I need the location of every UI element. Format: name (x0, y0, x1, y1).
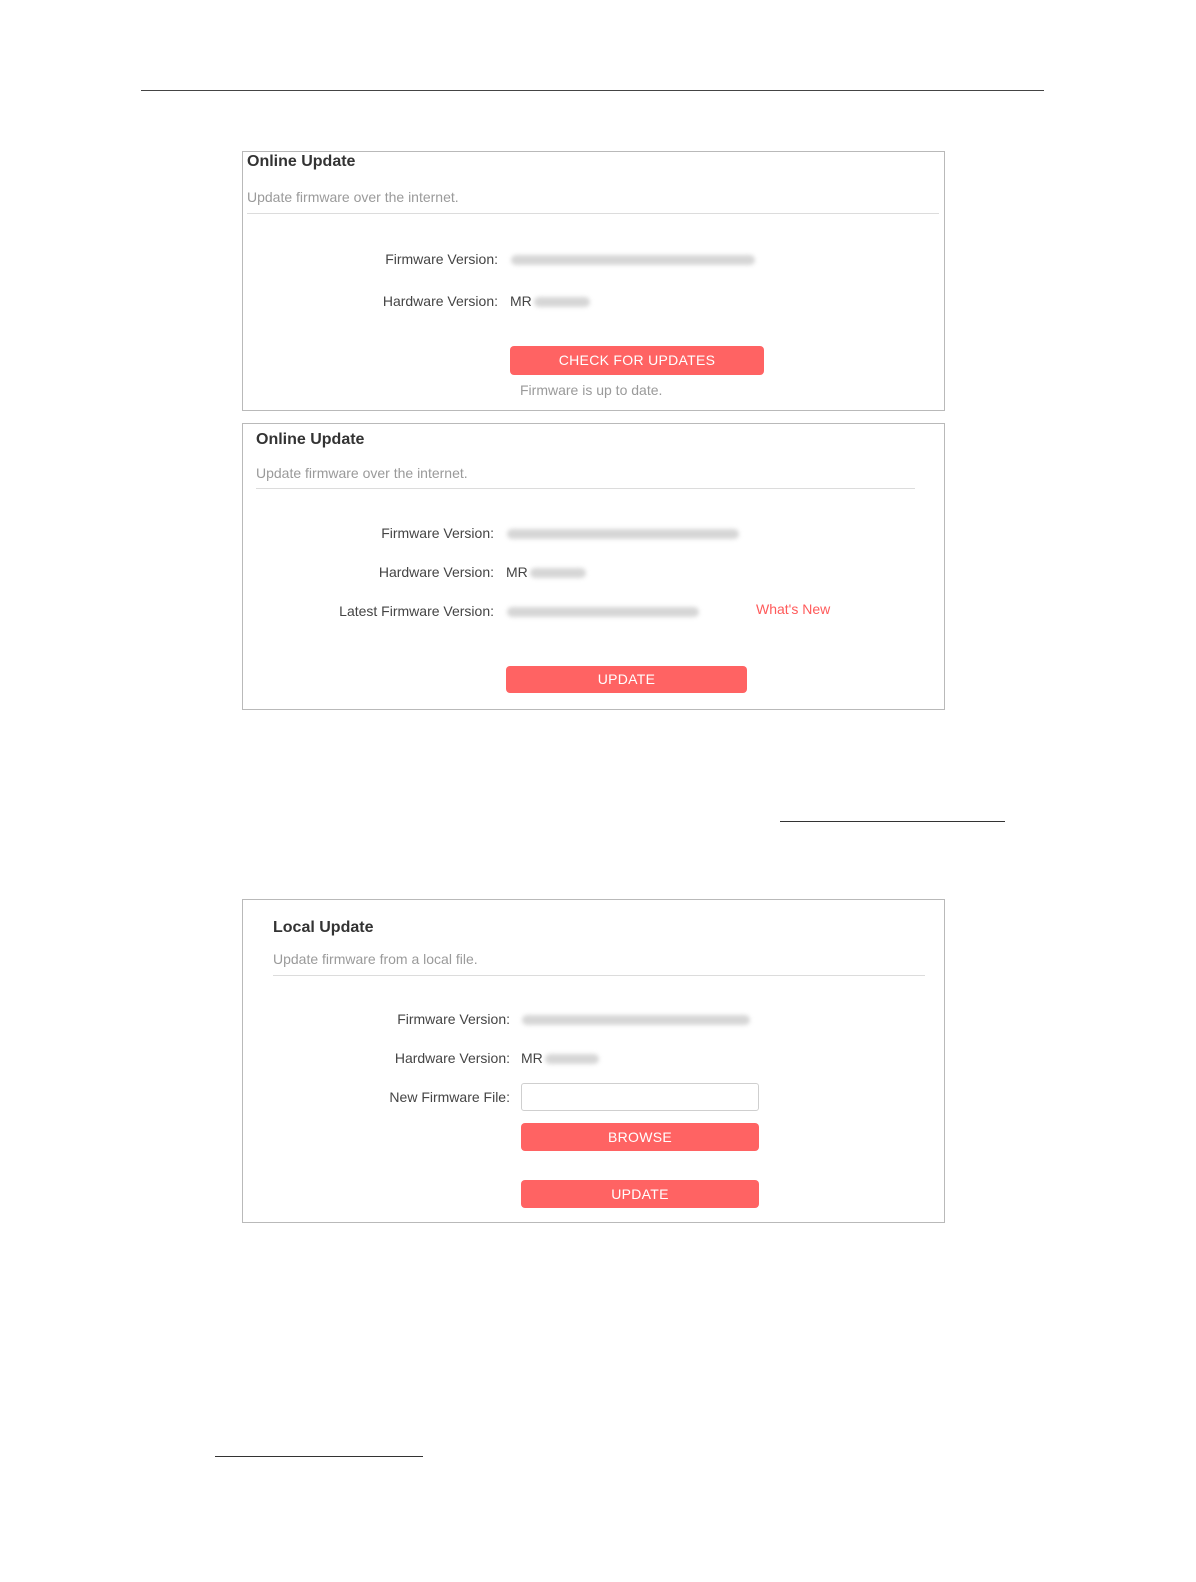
panel-divider (247, 213, 939, 214)
online-update-panel-current (242, 151, 945, 411)
whats-new-link[interactable]: What's New (756, 601, 831, 617)
update-status-text: Firmware is up to date. (520, 382, 663, 398)
check-for-updates-button[interactable]: CHECK FOR UPDATES (510, 346, 764, 375)
panel-divider (256, 488, 915, 489)
hardware-version-label: Hardware Version: (394, 1050, 510, 1066)
hardware-version-label: Hardware Version: (382, 293, 498, 309)
hardware-version-prefix: MR (521, 1050, 543, 1066)
latest-firmware-version-value (507, 603, 699, 619)
redacted-value (507, 607, 699, 617)
redacted-value (545, 1054, 599, 1064)
redacted-value (507, 529, 739, 539)
hardware-version-prefix: MR (510, 293, 532, 309)
redacted-value (522, 1015, 750, 1025)
panel-subtitle: Update firmware over the internet. (256, 465, 468, 481)
hardware-version-value (521, 1050, 599, 1066)
redacted-value (511, 255, 755, 265)
hardware-version-value (510, 293, 590, 309)
local-update-panel (242, 899, 945, 1223)
firmware-file-input[interactable] (521, 1083, 759, 1111)
redacted-value (534, 297, 590, 307)
panel-subtitle: Update firmware from a local file. (273, 951, 478, 967)
panel-title: Local Update (273, 919, 374, 936)
firmware-version-label: Firmware Version: (385, 251, 498, 267)
firmware-version-label: Firmware Version: (381, 525, 494, 541)
top-rule (141, 90, 1044, 91)
firmware-version-value (522, 1011, 750, 1027)
firmware-version-label: Firmware Version: (397, 1011, 510, 1027)
hardware-version-prefix: MR (506, 564, 528, 580)
online-update-panel-available (242, 423, 945, 710)
hardware-version-value (506, 564, 586, 580)
firmware-version-value (507, 525, 739, 541)
panel-title: Online Update (247, 153, 356, 170)
text-underline (780, 821, 1005, 822)
panel-divider (273, 975, 925, 976)
hardware-version-label: Hardware Version: (378, 564, 494, 580)
panel-subtitle: Update firmware over the internet. (247, 189, 459, 205)
update-button[interactable]: UPDATE (521, 1180, 759, 1208)
redacted-value (530, 568, 586, 578)
new-firmware-file-label: New Firmware File: (389, 1089, 510, 1105)
firmware-version-value (511, 251, 755, 267)
latest-firmware-version-label: Latest Firmware Version: (339, 603, 494, 619)
footnote-rule (215, 1456, 423, 1457)
browse-button[interactable]: BROWSE (521, 1123, 759, 1151)
update-button[interactable]: UPDATE (506, 666, 747, 693)
panel-title: Online Update (256, 431, 365, 448)
